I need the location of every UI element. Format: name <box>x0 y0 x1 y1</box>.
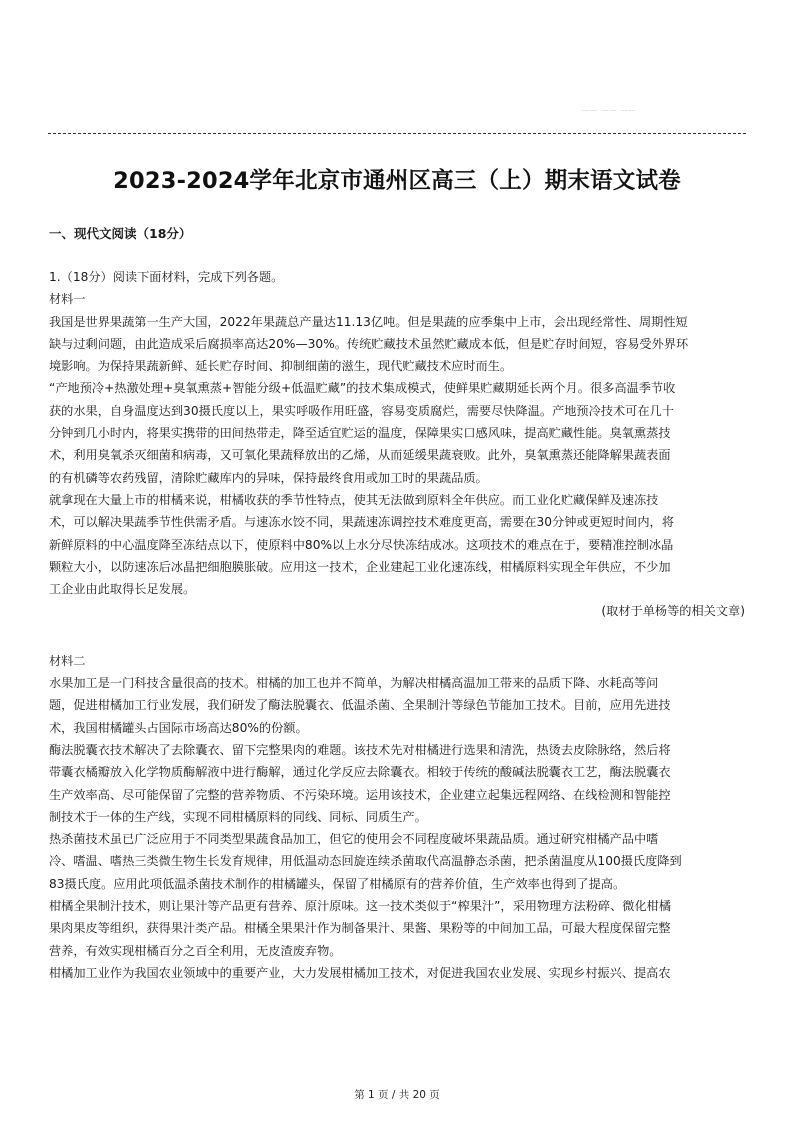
text-line: 热杀菌技术虽已广泛应用于不同类型果蔬食品加工，但它的使用会不同程度破坏果蔬品质。通过研究柑橘产品中嗜 <box>49 832 659 847</box>
watermark: —— —— —— <box>582 106 637 114</box>
text-line: 制技术于一体的生产线，实现不同柑橘原料的同线、同标、同质生产。 <box>49 809 427 824</box>
text-line: “产地预冷+热激处理+臭氧熏蒸+智能分级+低温贮藏”的技术集成模式，使鲜果贮藏期延长两个月。很多高温季节收 <box>49 381 676 396</box>
text-line: 术，利用臭氧杀灭细菌和病毒，又可氧化果蔬释放出的乙烯，从而延缓果蔬衰败。此外，臭氧熏蒸还能降解果蔬表面 <box>49 448 671 463</box>
material2-label: 材料二 <box>49 653 86 668</box>
text-line: 分钟到几小时内，将果实携带的田间热带走，降至适宜贮运的温度，保障果实口感风味，提高贮藏性能。臭氧熏蒸技 <box>49 426 671 441</box>
text-line: 冷、嗜温、嗜热三类微生物生长发育规律，用低温动态回旋连续杀菌取代高温静态杀菌，把杀菌温度从100摄氏度降到 <box>49 854 682 869</box>
text-line: 题，促进柑橘加工行业发展，我们研发了酶法脱囊衣、低温杀菌、全果制汁等绿色节能加工技术。目前，应用先进技 <box>49 698 671 713</box>
text-line: 术，可以解决果蔬季节性供需矛盾。与速冻水饺不同，果蔬速冻调控技术难度更高，需要在30分钟或更短时间内，将 <box>49 515 674 530</box>
text-line: 水果加工是一门科技含量很高的技术。柑橘的加工也并不简单，为解决柑橘高温加工带来的品质下降、水耗高等问 <box>49 676 659 691</box>
spacer <box>49 623 745 650</box>
text-line: 柑橘全果制汁技术，则让果汁等产品更有营养、原汁原味。这一技术类似于“榨果汁”，采用物理方法粉碎、微化柑橘 <box>49 899 672 914</box>
text-line: 缺与过剩问题，由此造成采后腐损率高达20%—30%。传统贮藏技术虽然贮藏成本低，但是贮存时间短，容易受外界环 <box>49 336 689 351</box>
text-line: 颗粒大小，以防速冻后冰晶把细胞膜胀破。应用这一技术，企业建起工业化速冻线，柑橘原料实现全年供应，不少加 <box>49 559 671 574</box>
page-title: 2023-2024学年北京市通州区高三（上）期末语文试卷 <box>113 168 681 194</box>
text-line: 就拿现在大量上市的柑橘来说，柑橘收获的季节性特点，使其无法做到原料全年供应。而工业化贮藏保鲜及速冻技 <box>49 492 659 507</box>
text-line: 83摄氏度。应用此项低温杀菌技术制作的柑橘罐头，保留了柑橘原有的营养价值，生产效率也得到了提高。 <box>49 876 626 891</box>
material1-text <box>49 311 745 601</box>
text-line: 柑橘加工业作为我国农业领域中的重要产业，大力发展柑橘加工技术，对促进我国农业发展、实现乡村振兴、提高农 <box>49 965 671 980</box>
question-intro: 1.（18分）阅读下面材料，完成下列各题。 <box>49 270 284 284</box>
text-line: 营养，有效实现柑橘百分之百全利用，无皮渣废弃物。 <box>49 943 342 958</box>
text-line: 术，我国柑橘罐头占国际市场高达80%的份额。 <box>49 720 308 735</box>
text-line: 带囊衣橘瓣放入化学物质酶解液中进行酶解，通过化学反应去除囊衣。相较于传统的酸碱法脱囊衣工艺，酶法脱囊衣 <box>49 765 671 780</box>
section-heading: 一、现代文阅读（18分） <box>49 226 192 241</box>
text-line: 酶法脱囊衣技术解决了去除囊衣、留下完整果肉的难题。该技术先对柑橘进行选果和清洗，热烫去皮除脉络，然后将 <box>49 742 671 757</box>
text-line: 的有机磷等农药残留，清除贮藏库内的异味，保持最终食用或加工时的果蔬品质。 <box>49 470 488 485</box>
text-line: 生产效率高、尽可能保留了完整的营养物质、不污染环境。运用该技术，企业建立起集远程网络、在线检测和智能控 <box>49 787 671 802</box>
text-line: 果肉果皮等组织，获得果汁类产品。柑橘全果果汁作为制备果汁、果酱、果粉等的中间加工品，可最大程度保留完整 <box>49 921 671 936</box>
text-line: 获的水果，自身温度达到30摄氏度以上，果实呼吸作用旺盛，容易变质腐烂，需要尽快降温。产地预冷技术可在几十 <box>49 403 674 418</box>
header-dashed-divider <box>48 133 746 134</box>
material2-text <box>49 672 745 984</box>
text-line: 境影响。为保持果蔬新鲜、延长贮存时间、抑制细菌的滋生，现代贮藏技术应时而生。 <box>49 359 513 374</box>
page-footer: 第 1 页 / 共 20 页 <box>354 1089 440 1101</box>
text-line: 新鲜原料的中心温度降至冻结点以下，使原料中80%以上水分尽快冻结成冰。这项技术的难点在于，要精准控制冰晶 <box>49 537 674 552</box>
material1-label: 材料一 <box>49 292 86 307</box>
document-body <box>49 266 745 984</box>
material1-source: (取材于单杨等的相关文章) <box>601 604 745 619</box>
text-line: 我国是世界果蔬第一生产大国，2022年果蔬总产量达11.13亿吨。但是果蔬的应季集中上市，会出现经常性、周期性短 <box>49 314 688 329</box>
text-line: 工企业由此取得长足发展。 <box>49 582 196 597</box>
